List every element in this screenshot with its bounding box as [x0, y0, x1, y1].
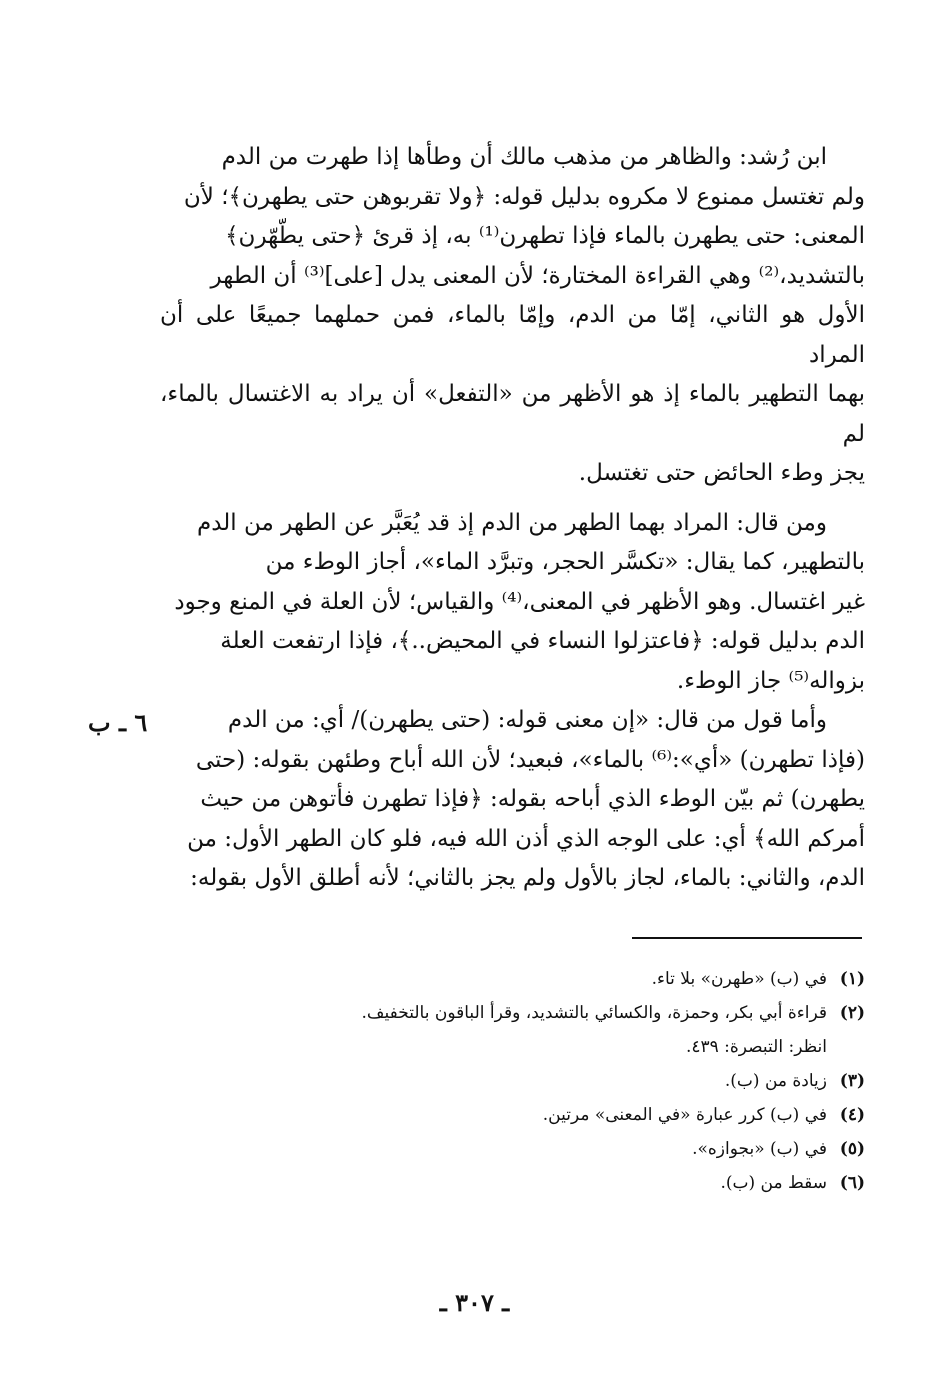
text-line: الأول هو الثاني، إمّا من الدم، وإمّا بالماء، فمن حملهما جميعًا على أن المراد — [160, 302, 865, 368]
footnote-5 — [200, 1132, 865, 1166]
footnote-number: (١) — [839, 969, 865, 989]
main-text — [160, 138, 865, 899]
text-line: ولم تغتسل ممنوع لا مكروه بدليل قوله: ﴿ولا تقربوهن حتى يطهرن﴾؛ لأن — [183, 183, 865, 210]
page-number: ـ ٣٠٧ ـ — [439, 1288, 510, 1317]
manuscript-folio-marker: ٦ ـ ب — [88, 708, 148, 737]
text-line: (فإذا تطهرن) «أي»:⁽⁶⁾ بالماء»، فبعيد؛ لأن الله أباح وطئهن بقوله: (حتى — [195, 746, 865, 773]
footnote-number: (٦) — [839, 1173, 865, 1193]
text-line: بالتطهير، كما يقال: «تكسَّر الحجر، وتبرَّد الماء»، أجاز الوطء من — [265, 549, 865, 575]
footnote-number: (٥) — [839, 1139, 865, 1159]
footnote-text: في (ب) «بجوازه». — [692, 1139, 827, 1159]
footnote-number: (٣) — [839, 1071, 865, 1091]
footnote-2-continuation: انظر: التبصرة: ٤٣٩. — [685, 1037, 827, 1057]
text-line: الدم، والثاني: بالماء، لجاز بالأول ولم يجز بالثاني؛ لأنه أطلق الأول بقوله: — [190, 865, 865, 891]
text-line: بالتشديد،⁽²⁾ وهي القراءة المختارة؛ لأن المعنى يدل [على]⁽³⁾ أن الطهر — [210, 262, 865, 289]
footnote-4 — [200, 1098, 865, 1132]
text-line: ومن قال: المراد بهما الطهر من الدم إذ قد يُعَبَّر عن الطهر من الدم — [196, 509, 827, 536]
footnote-text: في (ب) «طهرن» بلا تاء. — [651, 969, 827, 989]
text-line: أمركم الله﴾ أي: على الوجه الذي أذن الله فيه، فلو كان الطهر الأول: من — [187, 825, 865, 852]
footnote-1 — [200, 962, 865, 996]
footnote-number: (٤) — [839, 1105, 865, 1125]
footnote-text: زيادة من (ب). — [724, 1071, 827, 1091]
footnote-text: قراءة أبي بكر، وحمزة، والكسائي بالتشديد، وقرأ الباقون بالتخفيف. — [361, 1003, 827, 1023]
text-line: بزواله⁽⁵⁾ جاز الوطء. — [676, 667, 865, 694]
text-line: ابن رُشد: والظاهر من مذهب مالك أن وطأها إذا طهرت من الدم — [221, 144, 827, 170]
text-line: غير اغتسال. وهو الأظهر في المعنى،⁽⁴⁾ والقياس؛ لأن العلة في المنع وجود — [174, 588, 865, 615]
text-line: الدم بدليل قوله: ﴿فاعتزلوا النساء في المحيض..﴾، فإذا ارتفعت العلة — [220, 628, 865, 654]
footnote-text: في (ب) كرر عبارة «في المعنى» مرتين. — [542, 1105, 827, 1125]
paragraph-2 — [160, 504, 865, 702]
text-line: يطهرن) ثم بيّن الوطء الذي أباحه بقوله: ﴿فإذا تطهرن فأتوهن من حيث — [200, 786, 865, 812]
footnote-3 — [200, 1064, 865, 1098]
paragraph-3 — [160, 701, 865, 899]
footnote-6 — [200, 1166, 865, 1200]
footnote-divider — [632, 937, 862, 939]
footnote-number: (٢) — [839, 1003, 865, 1023]
text-line: بهما التطهير بالماء إذ هو الأظهر من «التفعل» أن يراد به الاغتسال بالماء، لم — [160, 381, 865, 447]
footnotes — [200, 962, 865, 1200]
text-line: وأما قول من قال: «إن معنى قوله: (حتى يطهرن)/ أي: من الدم — [227, 707, 827, 733]
text-line: المعنى: حتى يطهرن بالماء فإذا تطهرن⁽¹⁾ به، إذ قرئ ﴿حتى يطّهّرن﴾ — [225, 223, 865, 249]
paragraph-1 — [160, 138, 865, 494]
footnote-text: سقط من (ب). — [720, 1173, 827, 1193]
footnote-2 — [200, 996, 865, 1030]
text-line: يجز وطء الحائض حتى تغتسل. — [578, 460, 865, 486]
